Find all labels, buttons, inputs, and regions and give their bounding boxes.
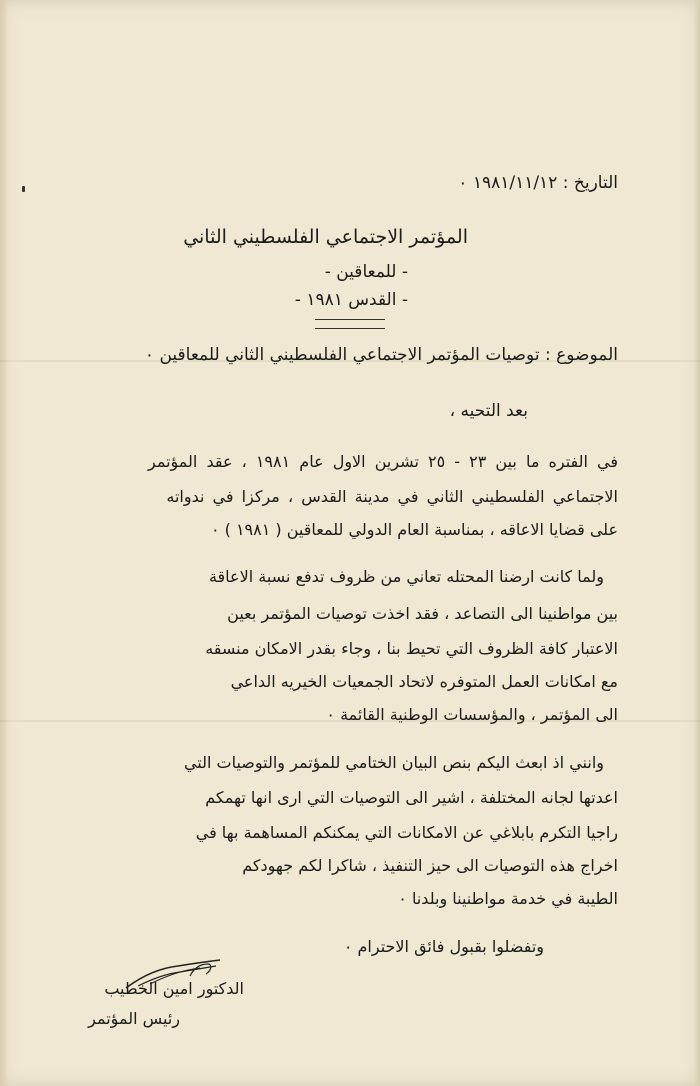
date-line: التاريخ : ١٩٨١/١١/١٢ ٠	[458, 173, 618, 193]
greeting: بعد التحيه ،	[449, 401, 528, 421]
ink-speck	[22, 186, 25, 192]
paragraph-line: في الفتره ما بين ٢٣ - ٢٥ تشرين الاول عام ١٩٨١ ، عقد المؤتمر	[148, 452, 618, 471]
paragraph-line: ولما كانت ارضنا المحتله تعاني من ظروف تدفع نسبة الاعاقة	[208, 567, 604, 586]
paragraph-line: وانني اذ ابعث اليكم بنص البيان الختامي للمؤتمر والتوصيات التي	[183, 753, 604, 772]
paragraph-line: بين مواطنينا الى التصاعد ، فقد اخذت توصيات المؤتمر بعين	[227, 604, 618, 623]
paragraph-line: الطيبة في خدمة مواطنينا وبلدنا ٠	[398, 889, 618, 908]
signer-name: الدكتور امين الخطيب	[104, 979, 244, 998]
signer-role: رئيس المؤتمر	[88, 1009, 180, 1028]
paragraph-line: مع امكانات العمل المتوفره لاتحاد الجمعيات الخيريه الداعي	[230, 672, 618, 691]
header-double-underline	[315, 319, 385, 329]
paragraph-line: اخراج هذه التوصيات الى حيز التنفيذ ، شاكرا لكم جهودكم	[242, 856, 618, 875]
paragraph-line: اعدتها لجانه المختلفة ، اشير الى التوصيات التي ارى انها تهمكم	[205, 788, 618, 807]
paragraph-line: الى المؤتمر ، والمؤسسات الوطنية القائمة ٠	[326, 705, 618, 724]
closing-line: وتفضلوا بقبول فائق الاحترام ٠	[343, 937, 544, 956]
paragraph-line: الاجتماعي الفلسطيني الثاني في مدينة القدس ، مركزا في ندواته	[166, 487, 618, 506]
conference-title: المؤتمر الاجتماعي الفلسطيني الثاني	[183, 226, 468, 248]
paragraph-line: على قضايا الاعاقه ، بمناسبة العام الدولي للمعاقين ( ١٩٨١ ) ٠	[210, 520, 618, 539]
conference-place-year: - القدس ١٩٨١ -	[294, 290, 408, 310]
conference-subtitle: - للمعاقين -	[324, 262, 408, 282]
paragraph-line: راجيا التكرم بابلاغي عن الامكانات التي يمكنكم المساهمة بها في	[195, 823, 618, 842]
paragraph-line: الاعتبار كافة الظروف التي تحيط بنا ، وجاء بقدر الامكان منسقه	[205, 639, 618, 658]
subject-line: الموضوع : توصيات المؤتمر الاجتماعي الفلسطيني الثاني للمعاقين ٠	[144, 345, 618, 365]
page-edge-right	[694, 0, 700, 1086]
page-edge-left	[0, 0, 8, 1086]
